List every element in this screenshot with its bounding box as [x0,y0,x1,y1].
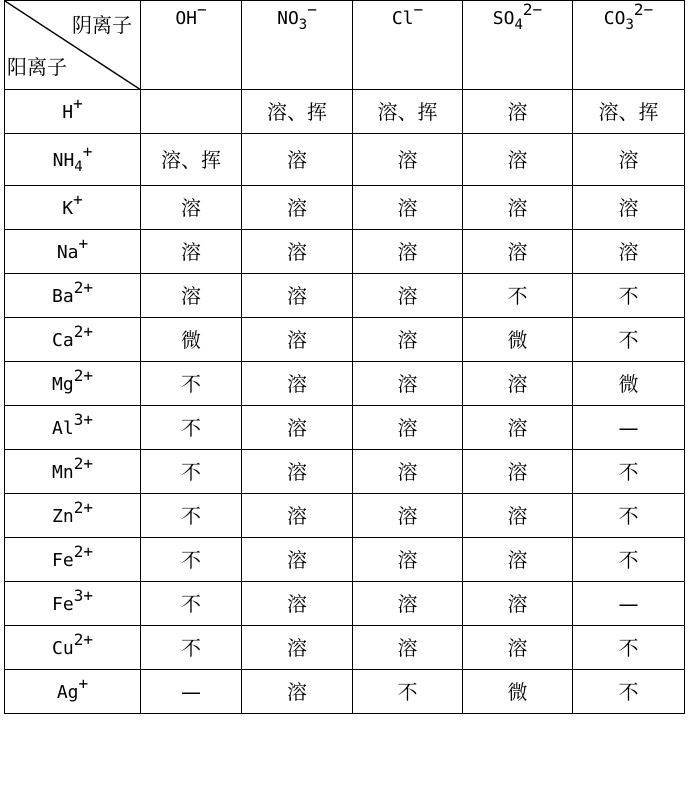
solubility-value: 微 [507,327,528,352]
cation-cell [5,538,141,582]
anion-header-cl [353,1,463,90]
solubility-cell [242,670,353,714]
ion-charge: 2+ [73,366,93,386]
ion-symbol: CO [603,7,626,29]
solubility-value: 溶 [397,147,418,172]
solubility-value: 不 [181,371,201,396]
ion-symbol: OH [175,7,198,29]
ion-charge: 2+ [73,498,93,518]
solubility-cell [141,582,242,626]
ion-symbol: Ba [52,286,74,307]
solubility-cell [353,582,463,626]
ion-formula [56,234,89,263]
cation-cell [5,362,141,406]
solubility-value: 溶 [618,239,639,264]
ion-symbol: Ca [52,330,74,351]
ion-formula [52,498,93,527]
solubility-cell [573,274,685,318]
solubility-value: 溶 [397,195,418,220]
ion-charge: 3+ [73,586,93,606]
ion-symbol: K [62,198,74,219]
cation-cell [5,274,141,318]
ion-formula [56,674,89,703]
ion-symbol: Cl [391,7,414,29]
solubility-value: 溶 [397,503,418,528]
solubility-cell [463,134,573,186]
table-row [5,90,685,134]
anion-header-no3 [242,1,353,90]
table-row [5,626,685,670]
table-row [5,494,685,538]
solubility-cell [573,626,685,670]
ion-charge: + [73,94,83,114]
ion-charge: 3+ [73,410,93,430]
ion-formula [391,0,424,29]
ion-charge: 2+ [73,630,93,650]
ion-symbol: Fe [52,594,74,615]
solubility-cell [573,318,685,362]
solubility-cell [141,670,242,714]
solubility-cell [463,90,573,134]
solubility-value: 溶 [507,195,528,220]
ion-symbol: SO [492,7,515,29]
anion-header-co3 [573,1,685,90]
solubility-value: 不 [397,679,418,704]
solubility-value: 不 [181,635,201,660]
solubility-value: 溶 [181,239,201,264]
ion-symbol: Na [56,242,79,263]
solubility-cell [141,626,242,670]
solubility-cell [353,494,463,538]
solubility-value: 溶 [287,635,307,660]
ion-charge: 2+ [73,542,93,562]
solubility-cell [573,538,685,582]
solubility-value: 溶、挥 [598,99,659,124]
ion-formula [52,366,93,395]
solubility-value: 溶 [507,415,528,440]
solubility-cell [353,406,463,450]
table-body [5,90,685,714]
ion-formula [62,94,83,123]
solubility-cell [141,406,242,450]
solubility-value: 溶 [507,591,528,616]
table-row [5,670,685,714]
solubility-value: 溶 [397,459,418,484]
ion-charge: 2− [522,0,543,19]
solubility-value: 溶 [507,503,528,528]
table-row [5,134,685,186]
solubility-value: 溶 [397,591,418,616]
solubility-cell [463,494,573,538]
ion-formula [52,454,93,483]
solubility-value: 溶 [287,283,307,308]
solubility-value: 不 [181,415,201,440]
solubility-cell [141,134,242,186]
solubility-value: 不 [181,547,201,572]
ion-charge: + [82,142,93,162]
solubility-value: 溶 [507,371,528,396]
solubility-value: 溶 [507,239,528,264]
ion-formula [52,322,93,351]
solubility-cell [353,670,463,714]
solubility-value: 溶 [287,239,307,264]
ion-symbol: Ag [56,682,79,703]
solubility-value: 溶 [287,503,307,528]
solubility-cell [463,450,573,494]
cation-cell [5,318,141,362]
solubility-cell [353,134,463,186]
solubility-cell [242,362,353,406]
ion-subscript: 3 [625,16,634,33]
solubility-cell [242,582,353,626]
solubility-cell [463,538,573,582]
solubility-value: 不 [618,327,639,352]
solubility-cell [141,90,242,134]
table-row [5,186,685,230]
cation-cell [5,582,141,626]
ion-formula [52,142,93,175]
table-row [5,362,685,406]
solubility-cell [573,406,685,450]
ion-charge: 2+ [73,322,93,342]
solubility-value: 微 [507,679,528,704]
solubility-value: 不 [507,283,528,308]
solubility-value: 不 [181,591,201,616]
solubility-value: 溶、挥 [377,99,438,124]
solubility-cell [463,362,573,406]
solubility-cell [242,90,353,134]
ion-subscript: 3 [298,16,308,33]
solubility-value: 溶 [287,327,307,352]
ion-symbol: Fe [52,550,74,571]
solubility-value: 溶 [507,459,528,484]
solubility-cell [573,450,685,494]
solubility-value: — [618,415,639,440]
ion-formula [603,0,654,33]
table-row [5,230,685,274]
solubility-value: 溶 [181,283,201,308]
solubility-cell [242,186,353,230]
cation-cell [5,670,141,714]
solubility-value: 溶 [397,239,418,264]
solubility-cell [141,186,242,230]
solubility-cell [573,670,685,714]
solubility-value: 不 [618,503,639,528]
ion-formula [52,410,93,439]
solubility-cell [573,186,685,230]
solubility-table [4,0,685,714]
solubility-value: 溶 [287,147,307,172]
ion-formula [62,190,83,219]
solubility-cell [353,274,463,318]
solubility-cell [463,318,573,362]
ion-charge: + [73,190,83,210]
ion-charge: + [78,674,89,694]
solubility-cell [463,230,573,274]
solubility-value: 溶 [287,591,307,616]
solubility-value: 溶 [397,283,418,308]
solubility-cell [463,406,573,450]
ion-formula [175,0,207,29]
solubility-value: 不 [618,459,639,484]
solubility-cell [141,450,242,494]
table-row [5,538,685,582]
solubility-cell [573,230,685,274]
solubility-value: 不 [618,679,639,704]
solubility-value: 不 [618,547,639,572]
solubility-cell [463,582,573,626]
solubility-value: 微 [618,371,639,396]
solubility-cell [353,230,463,274]
solubility-cell [242,134,353,186]
ion-symbol: Al [52,418,74,439]
ion-charge: + [78,234,89,254]
header-row [5,1,685,90]
solubility-value: 溶 [397,371,418,396]
solubility-cell [463,626,573,670]
solubility-cell [353,362,463,406]
solubility-value: 溶 [287,459,307,484]
solubility-cell [463,274,573,318]
cation-cell [5,626,141,670]
solubility-cell [353,318,463,362]
solubility-cell [141,230,242,274]
corner-cell [5,1,141,90]
solubility-value: 不 [618,283,639,308]
ion-symbol: Cu [52,638,74,659]
solubility-cell [573,134,685,186]
solubility-value: 不 [181,503,201,528]
solubility-value: 微 [181,327,201,352]
solubility-cell [242,406,353,450]
ion-charge: 2+ [73,454,93,474]
solubility-value: 溶 [507,547,528,572]
solubility-cell [141,274,242,318]
solubility-value: 溶 [287,415,307,440]
table-row [5,274,685,318]
ion-formula [52,630,93,659]
solubility-value: 溶 [618,147,639,172]
ion-formula [52,542,93,571]
ion-symbol: Mn [52,462,74,483]
solubility-value: 不 [181,459,201,484]
ion-symbol: Mg [52,374,74,395]
ion-symbol: NO [277,7,299,29]
solubility-cell [141,494,242,538]
ion-charge: 2+ [73,278,93,298]
ion-charge: 2− [633,0,654,19]
solubility-cell [463,186,573,230]
solubility-cell [573,90,685,134]
solubility-cell [573,582,685,626]
solubility-value: — [618,591,639,616]
solubility-cell [242,494,353,538]
solubility-cell [242,450,353,494]
ion-symbol: H [62,102,74,123]
ion-subscript: 4 [514,16,523,33]
cation-cell [5,450,141,494]
ion-subscript: 4 [74,158,83,175]
solubility-value: 溶 [507,635,528,660]
ion-formula [52,586,93,615]
solubility-cell [573,494,685,538]
table-row [5,318,685,362]
solubility-cell [463,670,573,714]
solubility-value: 不 [618,635,639,660]
ion-formula [277,0,317,33]
ion-charge: − [197,0,207,19]
anion-header-label: 阴离子 [72,13,132,37]
solubility-value: 溶 [397,635,418,660]
solubility-value: 溶 [618,195,639,220]
solubility-cell [353,450,463,494]
ion-symbol: NH [52,150,75,171]
ion-symbol: Zn [52,506,74,527]
solubility-value: 溶 [287,679,307,704]
solubility-value: 溶、挥 [161,147,221,172]
ion-charge: − [413,0,424,19]
solubility-cell [141,362,242,406]
solubility-cell [242,538,353,582]
solubility-cell [242,318,353,362]
cation-header-label: 阳离子 [7,55,67,79]
solubility-value: — [181,679,201,704]
cation-cell [5,406,141,450]
anion-header-so4 [463,1,573,90]
ion-charge: − [307,0,317,19]
solubility-cell [353,626,463,670]
solubility-cell [353,90,463,134]
cation-cell [5,134,141,186]
table-row [5,406,685,450]
solubility-value: 溶 [397,547,418,572]
cation-cell [5,494,141,538]
solubility-cell [353,538,463,582]
solubility-value: 溶 [507,99,528,124]
table-row [5,582,685,626]
solubility-cell [141,538,242,582]
cation-cell [5,90,141,134]
anion-header-oh [141,1,242,90]
cation-cell [5,230,141,274]
solubility-value: 溶 [397,415,418,440]
table-row [5,450,685,494]
solubility-value: 溶 [507,147,528,172]
cation-cell [5,186,141,230]
solubility-value: 溶 [287,371,307,396]
solubility-value: 溶 [181,195,201,220]
solubility-value: 溶 [287,195,307,220]
solubility-cell [242,230,353,274]
ion-formula [52,278,93,307]
solubility-cell [573,362,685,406]
solubility-value: 溶 [287,547,307,572]
solubility-value: 溶 [397,327,418,352]
solubility-cell [353,186,463,230]
ion-formula [492,0,543,33]
solubility-cell [242,626,353,670]
solubility-cell [242,274,353,318]
solubility-cell [141,318,242,362]
solubility-value: 溶、挥 [267,99,327,124]
